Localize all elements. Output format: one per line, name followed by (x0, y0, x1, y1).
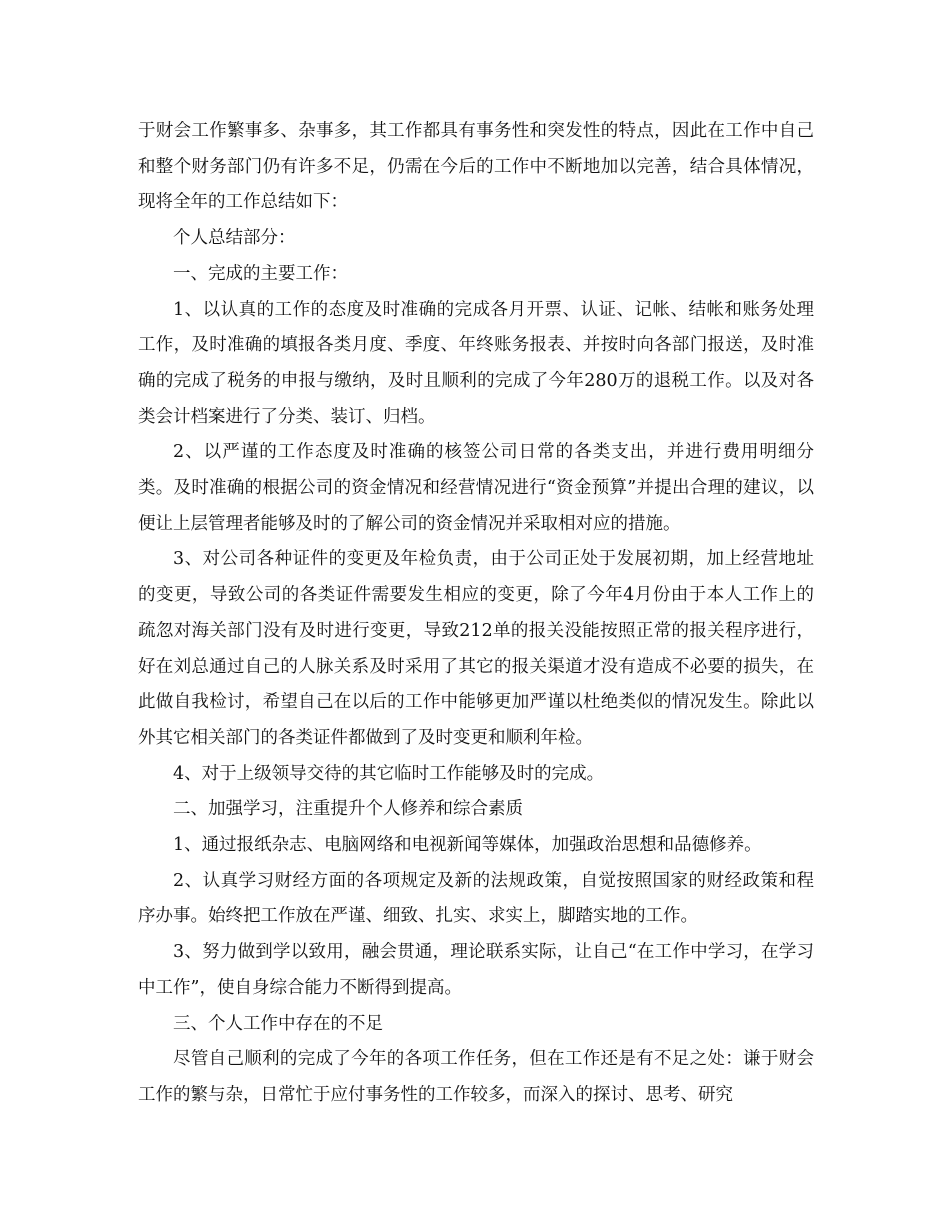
paragraph-item-1: 1、以认真的工作的态度及时准确的完成各月开票、认证、记帐、结帐和账务处理工作，及时准确的填报各类月度、季度、年终账务报表、并按时向各部门报送，及时准确的完成了税务的申报与缴纳，及时且顺利的完成了今年280万的退税工作。以及对各类会计档案进行了分类、装订、归档。 (138, 299, 814, 427)
paragraph-learning-3: 3、努力做到学以致用，融会贯通，理论联系实际，让自己“在工作中学习，在学习中工作”，使自身综合能力不断得到提高。 (138, 942, 814, 998)
paragraph-item-3: 3、对公司各种证件的变更及年检负责，由于公司正处于发展初期，加上经营地址的变更，导致公司的各类证件需要发生相应的变更，除了今年4月份由于本人工作上的疏忽对海关部门没有及时进行变更，导致212单的报关没能按照正常的报关程序进行，好在刘总通过自己的人脉关系及时采用了其它的报关渠道才没有造成不必要的损失，在此做自我检讨，希望自己在以后的工作中能够更加严谨以杜绝类似的情况发生。除此以外其它相关部门的各类证件都做到了及时变更和顺利年检。 (138, 549, 814, 748)
document-body (138, 114, 814, 1114)
section-heading-main-work: 一、完成的主要工作： (173, 263, 348, 284)
paragraph-learning-2: 2、认真学习财经方面的各项规定及新的法规政策，自觉按照国家的财经政策和程序办事。始终把工作放在严谨、细致、扎实、求实上，脚踏实地的工作。 (138, 870, 814, 927)
section-heading-shortcomings: 三、个人工作中存在的不足 (173, 1013, 383, 1034)
paragraph-item-4: 4、对于上级领导交待的其它临时工作能够及时的完成。 (173, 763, 605, 784)
paragraph-personal-summary-heading: 个人总结部分： (173, 228, 296, 249)
paragraph-shortcomings: 尽管自己顺利的完成了今年的各项工作任务，但在工作还是有不足之处：谦于财会工作的繁与杂，日常忙于应付事务性的工作较多，而深入的探讨、思考、研究 (138, 1049, 814, 1105)
paragraph-learning-1: 1、通过报纸杂志、电脑网络和电视新闻等媒体，加强政治思想和品德修养。 (173, 835, 762, 856)
paragraph-item-2: 2、以严谨的工作态度及时准确的核签公司日常的各类支出，并进行费用明细分类。及时准确的根据公司的资金情况和经营情况进行“资金预算”并提出合理的建议，以便让上层管理者能够及时的了解公司的资金情况并采取相对应的措施。 (138, 442, 814, 534)
section-heading-learning: 二、加强学习，注重提升个人修养和综合素质 (173, 799, 523, 820)
paragraph-intro-continued: 于财会工作繁事多、杂事多，其工作都具有事务性和突发性的特点，因此在工作中自己和整个财务部门仍有许多不足，仍需在今后的工作中不断地加以完善，结合具体情况，现将全年的工作总结如下： (138, 121, 814, 213)
